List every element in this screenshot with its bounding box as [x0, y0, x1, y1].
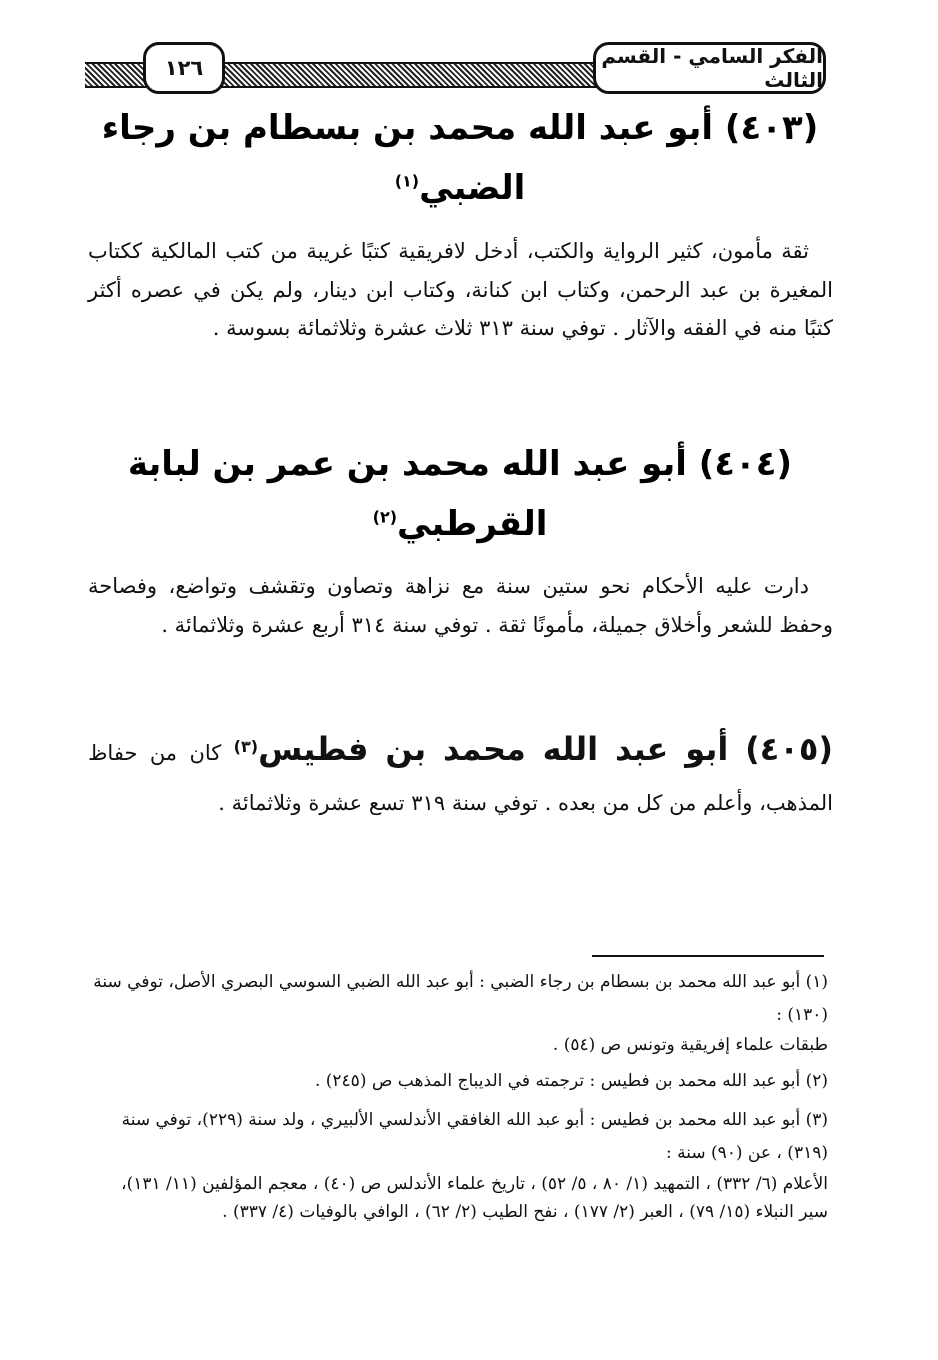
heading-name: القرطبي: [397, 504, 548, 544]
heading-line: (٤٠٣) أبو عبد الله محمد بن بسطام بن رجاء: [101, 108, 819, 148]
running-title: الفكر السامي - القسم الثالث: [593, 42, 826, 94]
entry-body: [88, 567, 833, 644]
footnotes: [88, 966, 828, 1230]
footnote-text: (٢) أبو عبد الله محمد بن فطيس : ترجمته في الديباج المذهب ص (٢٤٥) .: [314, 1071, 828, 1091]
footnote-text: (١) أبو عبد الله محمد بن بسطام بن رجاء الضبي : أبو عبد الله الضبي السوسي البصري الأصل، توفي سنة (١٣٠) :: [93, 972, 828, 1025]
footnote-separator: [592, 955, 824, 957]
entry-heading: [90, 98, 830, 218]
footnote: [88, 1065, 828, 1098]
footnote-text: (٣) أبو عبد الله محمد بن فطيس : أبو عبد الله الغافقي الأندلسي الألبيري ، ولد سنة (٢٢٩)، توفي سنة (٣١٩) ، عن (٩٠) سنة :: [121, 1110, 828, 1163]
heading-line: [90, 494, 830, 554]
footnote-ref: (٢): [372, 507, 398, 527]
entry-heading: (٤٠٥) أبو عبد الله محمد بن فطيس: [258, 730, 834, 768]
entry-body: [88, 722, 833, 828]
entry-text: كان من حفاظ المذهب، وأعلم من كل من بعده . توفي سنة ٣١٩ تسع عشرة وثلاثمائة .: [88, 741, 833, 815]
entry-heading: [90, 434, 830, 554]
footnote-source: طبقات علماء إفريقية وتونس ص (٥٤) .: [552, 1035, 828, 1055]
heading-line: (٤٠٤) أبو عبد الله محمد بن عمر بن لبابة: [127, 444, 793, 484]
entry-body: [88, 232, 833, 348]
heading-line: [90, 158, 830, 218]
entry-text: ثقة مأمون، كثير الرواية والكتب، أدخل لافريقية كتبًا غريبة من كتب المالكية ككتاب المغيرة بن عبد الرحمن، وكتاب ابن كنانة، وكتاب ابن دينار، ولم يكن في عصره أكثر كتبًا منه في الفقه والآثار . توفي سنة ٣١٣ ثلاث عشرة وثلاثمائة بسوسة .: [88, 239, 833, 340]
footnote-ref: (٣): [233, 737, 259, 756]
page-number: ١٢٦: [143, 42, 225, 94]
footnote: [88, 1104, 828, 1226]
footnote-source: الأعلام (٦/ ٣٣٢) ، التمهيد (١/ ٨٠ ، ٥/ ٥٢) ، تاريخ علماء الأندلس ص (٤٠) ، معجم المؤلفين (١١/ ١٣١)، سير النبلاء (١٥/ ٧٩) ، العبر (٢/ ١٧٧) ، نفح الطيب (٢/ ٦٢) ، الوافي بالوفيات (٤/ ٣٣٧) .: [121, 1174, 828, 1222]
heading-name: الضبي: [419, 168, 526, 208]
entry-text: دارت عليه الأحكام نحو ستين سنة مع نزاهة وتصاون وتقشف وتواضع، وفصاحة وحفظ للشعر وأخلاق جميلة، مأمونًا ثقة . توفي سنة ٣١٤ أربع عشرة وثلاثمائة .: [88, 574, 833, 637]
footnote-ref: (١): [394, 171, 420, 191]
footnote: [88, 966, 828, 1059]
